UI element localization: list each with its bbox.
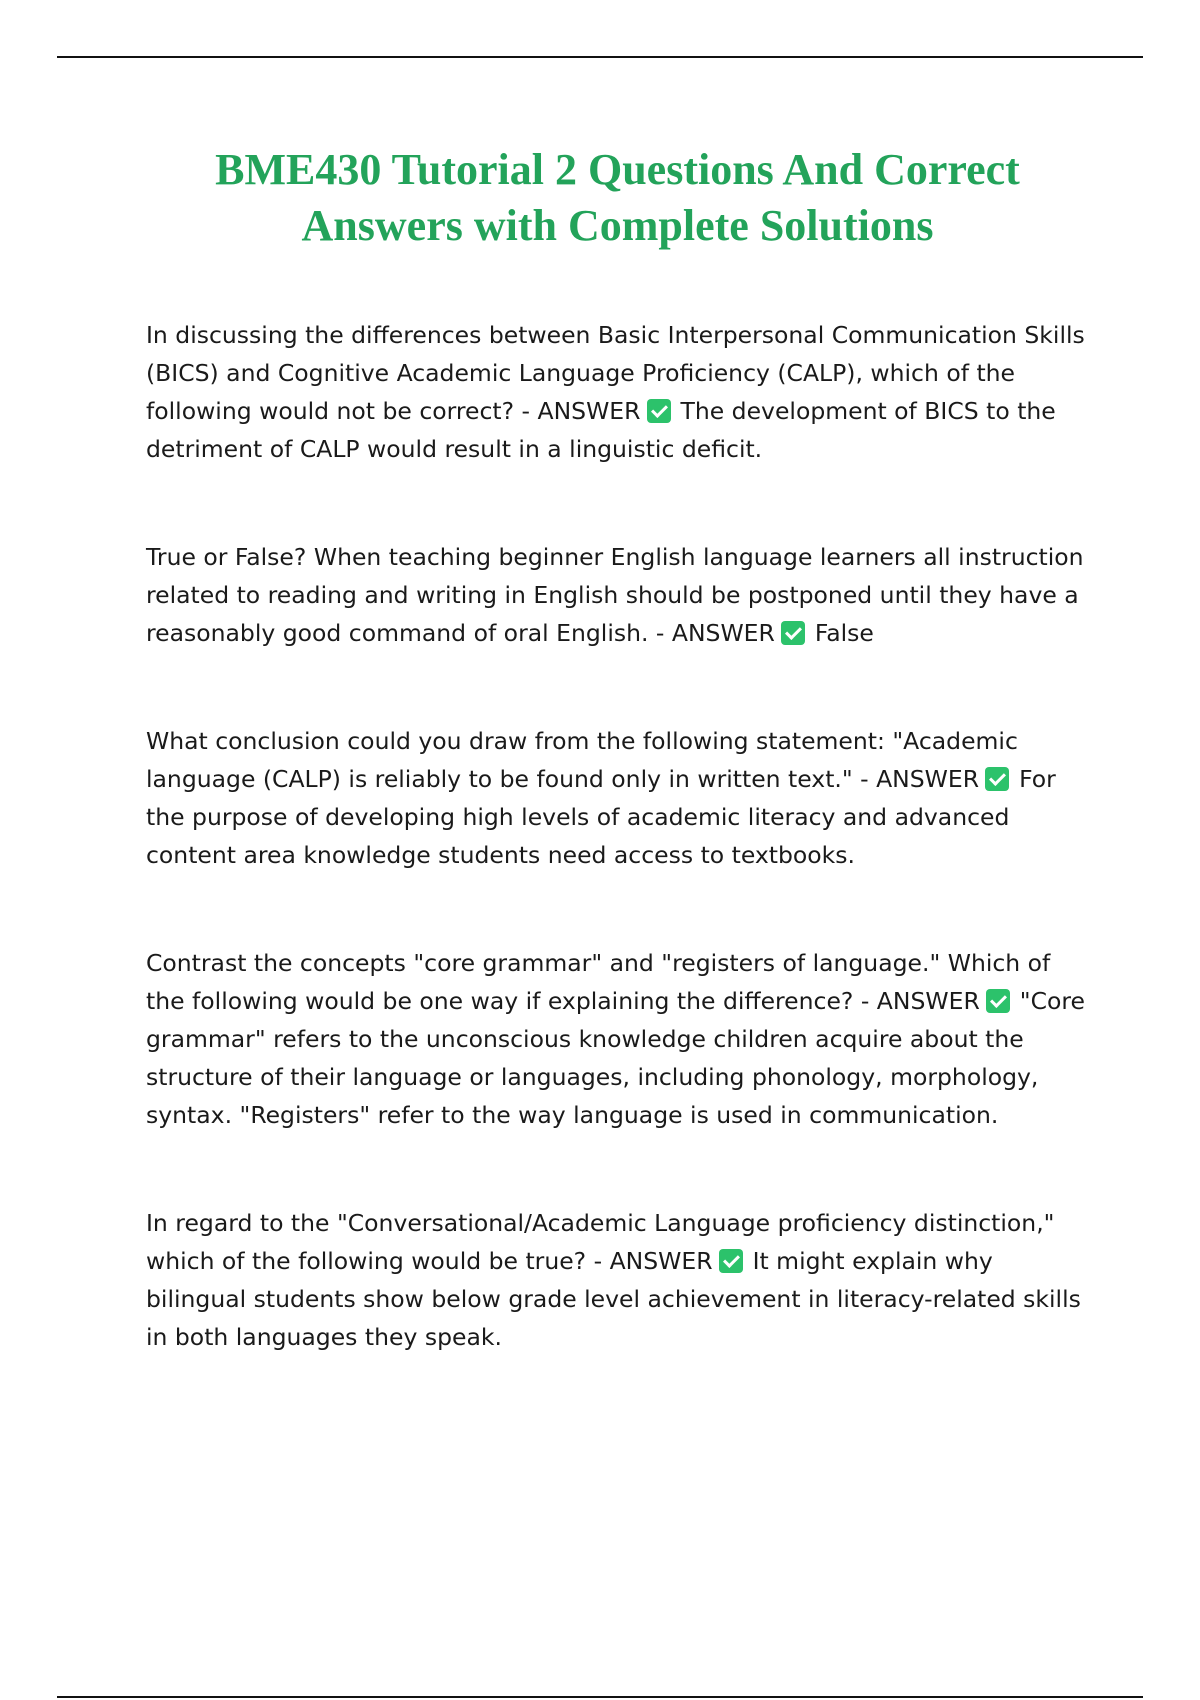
qa-item <box>146 1204 1096 1356</box>
question-text: Contrast the concepts "core grammar" and "registers of language." Which of the following would be one way if explaining the difference? - ANSWER <box>146 949 1051 1015</box>
answer-text: For the purpose of developing high levels of academic literacy and advanced content area knowledge students need access to textbooks. <box>146 765 1056 869</box>
answer-text: The development of BICS to the detriment of CALP would result in a linguistic deficit. <box>146 397 1056 463</box>
qa-item <box>146 944 1096 1134</box>
answer-text: False <box>814 619 874 647</box>
question-text: True or False? When teaching beginner English language learners all instruction related to reading and writing in English should be postponed until they have a reasonably good command of oral English. - ANSWER <box>146 543 1084 647</box>
check-mark-icon <box>986 989 1010 1013</box>
qa-item <box>146 722 1096 874</box>
check-mark-icon <box>781 621 805 645</box>
qa-list <box>146 316 1096 1426</box>
question-text: In discussing the differences between Basic Interpersonal Communication Skills (BICS) and Cognitive Academic Language Proficiency (CALP), which of the following would not be correct? - ANSWER <box>146 321 1085 425</box>
check-mark-icon <box>985 767 1009 791</box>
question-text: In regard to the "Conversational/Academic Language proficiency distinction," which of the following would be true? - ANSWER <box>146 1209 1055 1275</box>
document-title: BME430 Tutorial 2 Questions And Correct Answers with Complete Solutions <box>215 145 1020 250</box>
check-mark-icon <box>647 399 671 423</box>
question-text: What conclusion could you draw from the following statement: "Academic language (CALP) is reliably to be found only in written text." - ANSWER <box>146 727 1018 793</box>
qa-item <box>146 316 1096 468</box>
answer-text: "Core grammar" refers to the unconscious knowledge children acquire about the structure of their language or languages, including phonology, morphology, syntax. "Registers" refer to the way language is used in communication. <box>146 987 1085 1129</box>
check-mark-icon <box>719 1249 743 1273</box>
bottom-rule <box>57 1696 1143 1698</box>
qa-item <box>146 538 1096 652</box>
answer-text: It might explain why bilingual students show below grade level achievement in literacy-related skills in both languages they speak. <box>146 1247 1081 1351</box>
top-rule <box>57 56 1143 58</box>
